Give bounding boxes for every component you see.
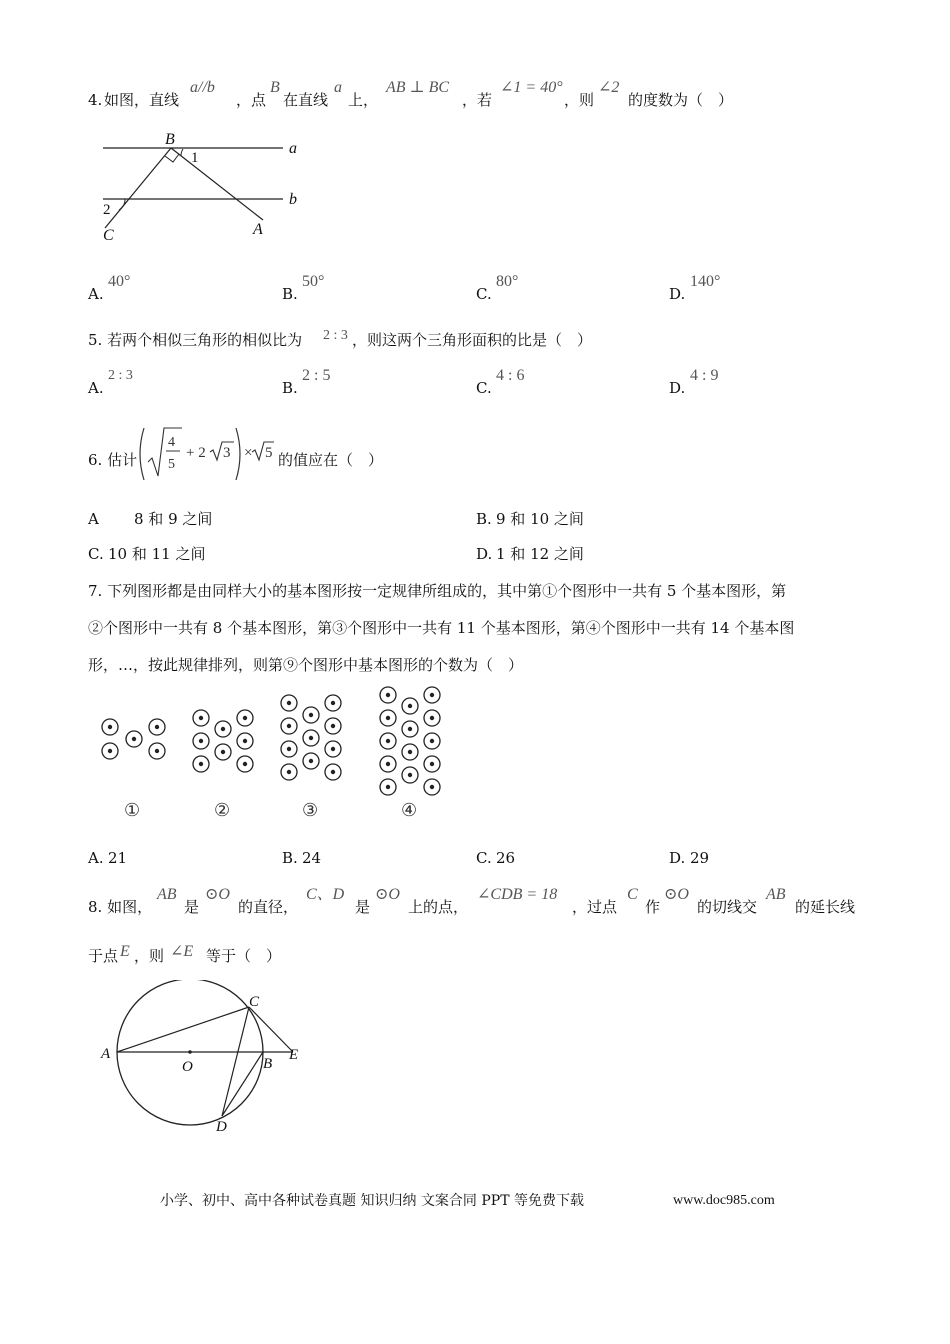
q7-line-3: 形，…，按此规律排列，则第⑨个图形中基本图形的个数为（ ） [88,656,524,674]
q8-math: AB [766,886,786,903]
chord-bd [222,1052,263,1116]
pattern-3 [281,695,341,780]
q4-text: 的度数为（ ） [628,91,734,109]
basic-shape [281,695,297,711]
basic-shape [281,764,297,780]
basic-shape [215,744,231,760]
right-paren [236,428,240,480]
q8-text: 8. 如图， [88,898,153,916]
q8-math: C [627,886,638,903]
q8-text: 作 [645,898,661,916]
basic-shape [237,756,253,772]
q5-text-2: ，则这两个三角形面积的比是（ ） [352,331,593,349]
label-e: E [289,1047,299,1063]
basic-shape [402,767,418,783]
label-angle-2: 2 [103,202,111,218]
basic-shape [424,756,440,772]
basic-shape [281,741,297,757]
basic-shape [303,730,319,746]
q8-math: ⊙O [664,886,689,903]
basic-shape [193,733,209,749]
q8-line2-text: ，则 [134,947,165,965]
q8-math: ⊙O [375,886,400,903]
q4-option-c-value: 80° [496,273,519,290]
pattern-2 [193,710,253,772]
q4-math: a [334,79,342,96]
q4-math: B [270,79,280,96]
label-angle-1: 1 [191,150,199,166]
q6-option-d-value: 1 和 12 之间 [496,545,584,563]
basic-shape [325,741,341,757]
label-line-a: a [289,140,297,157]
basic-shape [380,779,396,795]
pattern-label-2: ② [214,800,231,820]
q8-text: ，过点 [572,898,618,916]
segment-ba [171,148,263,220]
basic-shape [402,721,418,737]
label-b: B [263,1056,273,1072]
basic-shape [424,687,440,703]
q5-ratio: 2 : 3 [323,328,348,343]
basic-shape [193,710,209,726]
q8-line2-text: 等于（ ） [206,947,282,965]
q4-math: AB ⊥ BC [386,79,450,96]
q5-option-c-letter: C. [476,379,492,397]
q4-option-b-letter: B. [282,285,298,303]
chord-ac [117,1007,249,1052]
q7-option-a-value: 21 [108,849,128,867]
q6-option-a-letter: A [88,510,99,528]
right-angle-mark [165,154,179,162]
tangent-ce [249,1007,293,1052]
q4-option-d-letter: D. [669,285,686,303]
fraction-denominator: 5 [168,457,175,472]
q6-prefix: 6. 估计 [88,451,138,469]
basic-shape [281,718,297,734]
fraction-numerator: 4 [168,435,175,450]
q6-suffix: 的值应在（ ） [278,451,384,469]
label-a-point: A [253,221,263,238]
left-paren [140,428,144,480]
pattern-label-1: ① [124,800,141,820]
pattern-label-4: ④ [401,800,418,820]
basic-shape [402,698,418,714]
basic-shape [303,753,319,769]
basic-shape [215,721,231,737]
radicand-5: 5 [265,445,273,461]
basic-shape [325,695,341,711]
q4-option-b-value: 50° [302,273,325,290]
q8-math: ∠CDB = 18 [477,886,558,903]
circle-tangent-figure [95,980,315,1140]
q8-text: 的切线交 [697,898,758,916]
q6-option-c-value: 10 和 11 之间 [108,545,206,563]
q6-option-d-letter: D. [476,545,493,563]
pattern-1 [102,719,165,759]
basic-shape [380,687,396,703]
q4-text: ，则 [564,91,595,109]
dot-pattern-figure [90,680,470,830]
q7-option-c-letter: C. [476,849,492,867]
angle-1-arc [181,149,183,156]
q8-line2-math: ∠E [170,943,194,960]
basic-shape [126,731,142,747]
basic-shape [424,733,440,749]
q5-option-b-value: 2 : 5 [302,367,331,384]
q6-option-b-letter: B. [476,510,492,528]
q8-line2-math: E [120,943,130,960]
q4-option-d-value: 140° [690,273,721,290]
q5-option-c-value: 4 : 6 [496,367,525,384]
times-sign: × [244,445,253,461]
footer-url[interactable]: www.doc985.com [673,1193,775,1208]
q4-math: ∠1 = 40° [500,79,563,96]
q7-option-a-letter: A. [88,849,104,867]
basic-shape [102,743,118,759]
label-c-point: C [103,227,114,244]
q6-option-c-letter: C. [88,545,104,563]
parallel-lines-figure [95,128,325,248]
sqrt-sign-fraction [148,428,182,476]
label-line-b: b [289,191,297,208]
q5-text: 5. 若两个相似三角形的相似比为 [88,331,303,349]
segment-bc [105,148,171,228]
q4-math: ∠2 [598,79,620,96]
basic-shape [325,764,341,780]
q4-text: 在直线 [283,91,329,109]
basic-shape [424,710,440,726]
center-point [188,1050,192,1054]
q5-option-a-value: 2 : 3 [108,368,133,383]
q5-option-b-letter: B. [282,379,298,397]
q8-line2-text: 于点 [88,947,119,965]
basic-shape [325,718,341,734]
q8-math: AB [157,886,177,903]
q5-option-d-value: 4 : 9 [690,367,719,384]
q7-option-d-value: 29 [690,849,710,867]
q5-option-a-letter: A. [88,379,104,397]
footer-text: 小学、初中、高中各种试卷真题 知识归纳 文案合同 PPT 等免费下载 [160,1193,584,1209]
pattern-label-3: ③ [302,800,319,820]
label-c: C [249,994,260,1010]
q6-expression [136,424,276,484]
q4-text: ，点 [236,91,267,109]
label-b-point: B [165,131,175,148]
q8-math: ⊙O [205,886,230,903]
label-a: A [101,1046,111,1062]
q7-option-b-letter: B. [282,849,298,867]
q4-text: ，若 [462,91,493,109]
q5-option-d-letter: D. [669,379,686,397]
angle-2-arc [119,199,125,210]
basic-shape [380,733,396,749]
basic-shape [237,733,253,749]
q4-number: 4. [88,91,103,109]
basic-shape [193,756,209,772]
basic-shape [102,719,118,735]
basic-shape [380,756,396,772]
q4-option-c-letter: C. [476,285,492,303]
basic-shape [424,779,440,795]
basic-shape [237,710,253,726]
q8-text: 是 [355,898,371,916]
q7-option-b-value: 24 [302,849,322,867]
q7-option-c-value: 26 [496,849,516,867]
q4-math: a//b [190,79,215,96]
basic-shape [380,710,396,726]
label-o: O [182,1059,193,1075]
basic-shape [149,743,165,759]
label-d: D [216,1119,227,1135]
q6-option-a-value: 8 和 9 之间 [134,510,213,528]
radicand-3: 3 [223,445,231,461]
q8-text: 的直径， [238,898,299,916]
q6-option-b-value: 9 和 10 之间 [496,510,584,528]
q4-option-a-letter: A. [88,285,104,303]
q4-text: 上， [348,91,379,109]
q8-math: C、D [306,886,345,903]
q8-text: 的延长线 [795,898,856,916]
q8-text: 上的点， [408,898,469,916]
q7-line-1: 7. 下列图形都是由同样大小的基本图形按一定规律所组成的，其中第①个图形中一共有 5 个基本图形，第 [88,582,787,600]
basic-shape [402,744,418,760]
basic-shape [303,707,319,723]
q7-option-d-letter: D. [669,849,686,867]
q4-text: 如图，直线 [104,91,180,109]
basic-shape [149,719,165,735]
pattern-4 [380,687,440,795]
plus-two: + 2 [186,445,206,461]
q8-text: 是 [184,898,200,916]
q4-option-a-value: 40° [108,273,131,290]
q7-line-2: ②个图形中一共有 8 个基本图形，第③个图形中一共有 11 个基本图形，第④个图形中一共有 14 个基本图 [88,619,795,637]
